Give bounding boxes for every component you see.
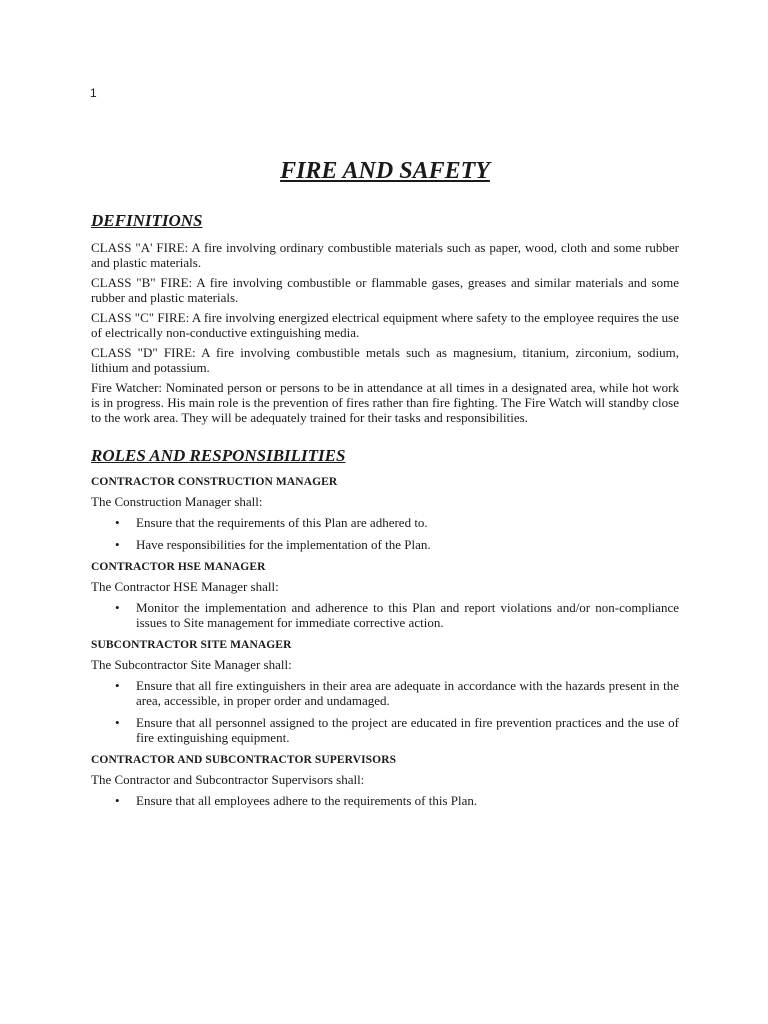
- bullet-icon: •: [115, 678, 120, 693]
- bullet-icon: •: [115, 600, 120, 615]
- page-number: 1: [90, 86, 97, 100]
- list-item-text: Monitor the implementation and adherence to this Plan and report violations and/or non-compliance issues to Site management for immediate corrective action.: [136, 600, 679, 630]
- definition-class-c: CLASS "C" FIRE: A fire involving energized electrical equipment where safety to the employee requires the use of electrically non-conductive extinguishing media.: [91, 310, 679, 340]
- document-title: FIRE AND SAFETY: [280, 158, 490, 184]
- role-section-site-manager: [91, 638, 679, 745]
- list-item: [91, 715, 679, 745]
- role-intro: The Contractor and Subcontractor Supervisors shall:: [91, 772, 365, 787]
- role-section-supervisors: [91, 753, 679, 808]
- role-intro: The Construction Manager shall:: [91, 494, 263, 509]
- role-bullet-list: [91, 600, 679, 630]
- bullet-icon: •: [115, 537, 120, 552]
- role-bullet-list: [91, 678, 679, 745]
- definition-class-d: CLASS "D" FIRE: A fire involving combustible metals such as magnesium, titanium, zirconium, sodium, lithium and potassium.: [91, 345, 679, 375]
- bullet-icon: •: [115, 715, 120, 730]
- role-title: SUBCONTRACTOR SITE MANAGER: [91, 639, 292, 651]
- list-item-text: Ensure that all fire extinguishers in their area are adequate in accordance with the hazards present in the area, accessible, in proper order and undamaged.: [136, 678, 679, 708]
- list-item-text: Have responsibilities for the implementation of the Plan.: [136, 537, 431, 552]
- list-item-text: Ensure that all employees adhere to the requirements of this Plan.: [136, 793, 478, 808]
- bullet-icon: •: [115, 793, 120, 808]
- list-item: [91, 793, 679, 808]
- bullet-icon: •: [115, 515, 120, 530]
- list-item: [91, 537, 679, 552]
- role-title: CONTRACTOR CONSTRUCTION MANAGER: [91, 476, 338, 488]
- list-item: [91, 600, 679, 630]
- list-item-text: Ensure that all personnel assigned to the project are educated in fire prevention practices and the use of fire extinguishing equipment.: [136, 715, 679, 745]
- role-title: CONTRACTOR HSE MANAGER: [91, 561, 266, 573]
- list-item-text: Ensure that the requirements of this Plan are adhered to.: [136, 515, 428, 530]
- role-section-construction-manager: [91, 475, 679, 552]
- role-intro: The Contractor HSE Manager shall:: [91, 579, 279, 594]
- definitions-heading: DEFINITIONS: [91, 211, 203, 230]
- role-title: CONTRACTOR AND SUBCONTRACTOR SUPERVISORS: [91, 754, 397, 766]
- role-bullet-list: [91, 515, 679, 552]
- role-section-hse-manager: [91, 560, 679, 630]
- role-intro: The Subcontractor Site Manager shall:: [91, 657, 292, 672]
- definition-class-a: CLASS "A' FIRE: A fire involving ordinary combustible materials such as paper, wood, cloth and some rubber and plastic materials.: [91, 240, 679, 270]
- roles-heading: ROLES AND RESPONSIBILITIES: [91, 446, 346, 465]
- definitions-list: [91, 240, 679, 425]
- document-body: [91, 156, 679, 816]
- definition-fire-watcher: Fire Watcher: Nominated person or persons to be in attendance at all times in a designated area, while hot work is in progress. His main role is the prevention of fires rather than fire fighting. The Fire Watch will standby close to the work area. They will be adequately trained for their tasks and responsibilities.: [91, 380, 679, 425]
- definition-class-b: CLASS "B" FIRE: A fire involving combustible or flammable gases, greases and similar materials and some rubber and plastic materials.: [91, 275, 679, 305]
- role-bullet-list: [91, 793, 679, 808]
- list-item: [91, 678, 679, 708]
- list-item: [91, 515, 679, 530]
